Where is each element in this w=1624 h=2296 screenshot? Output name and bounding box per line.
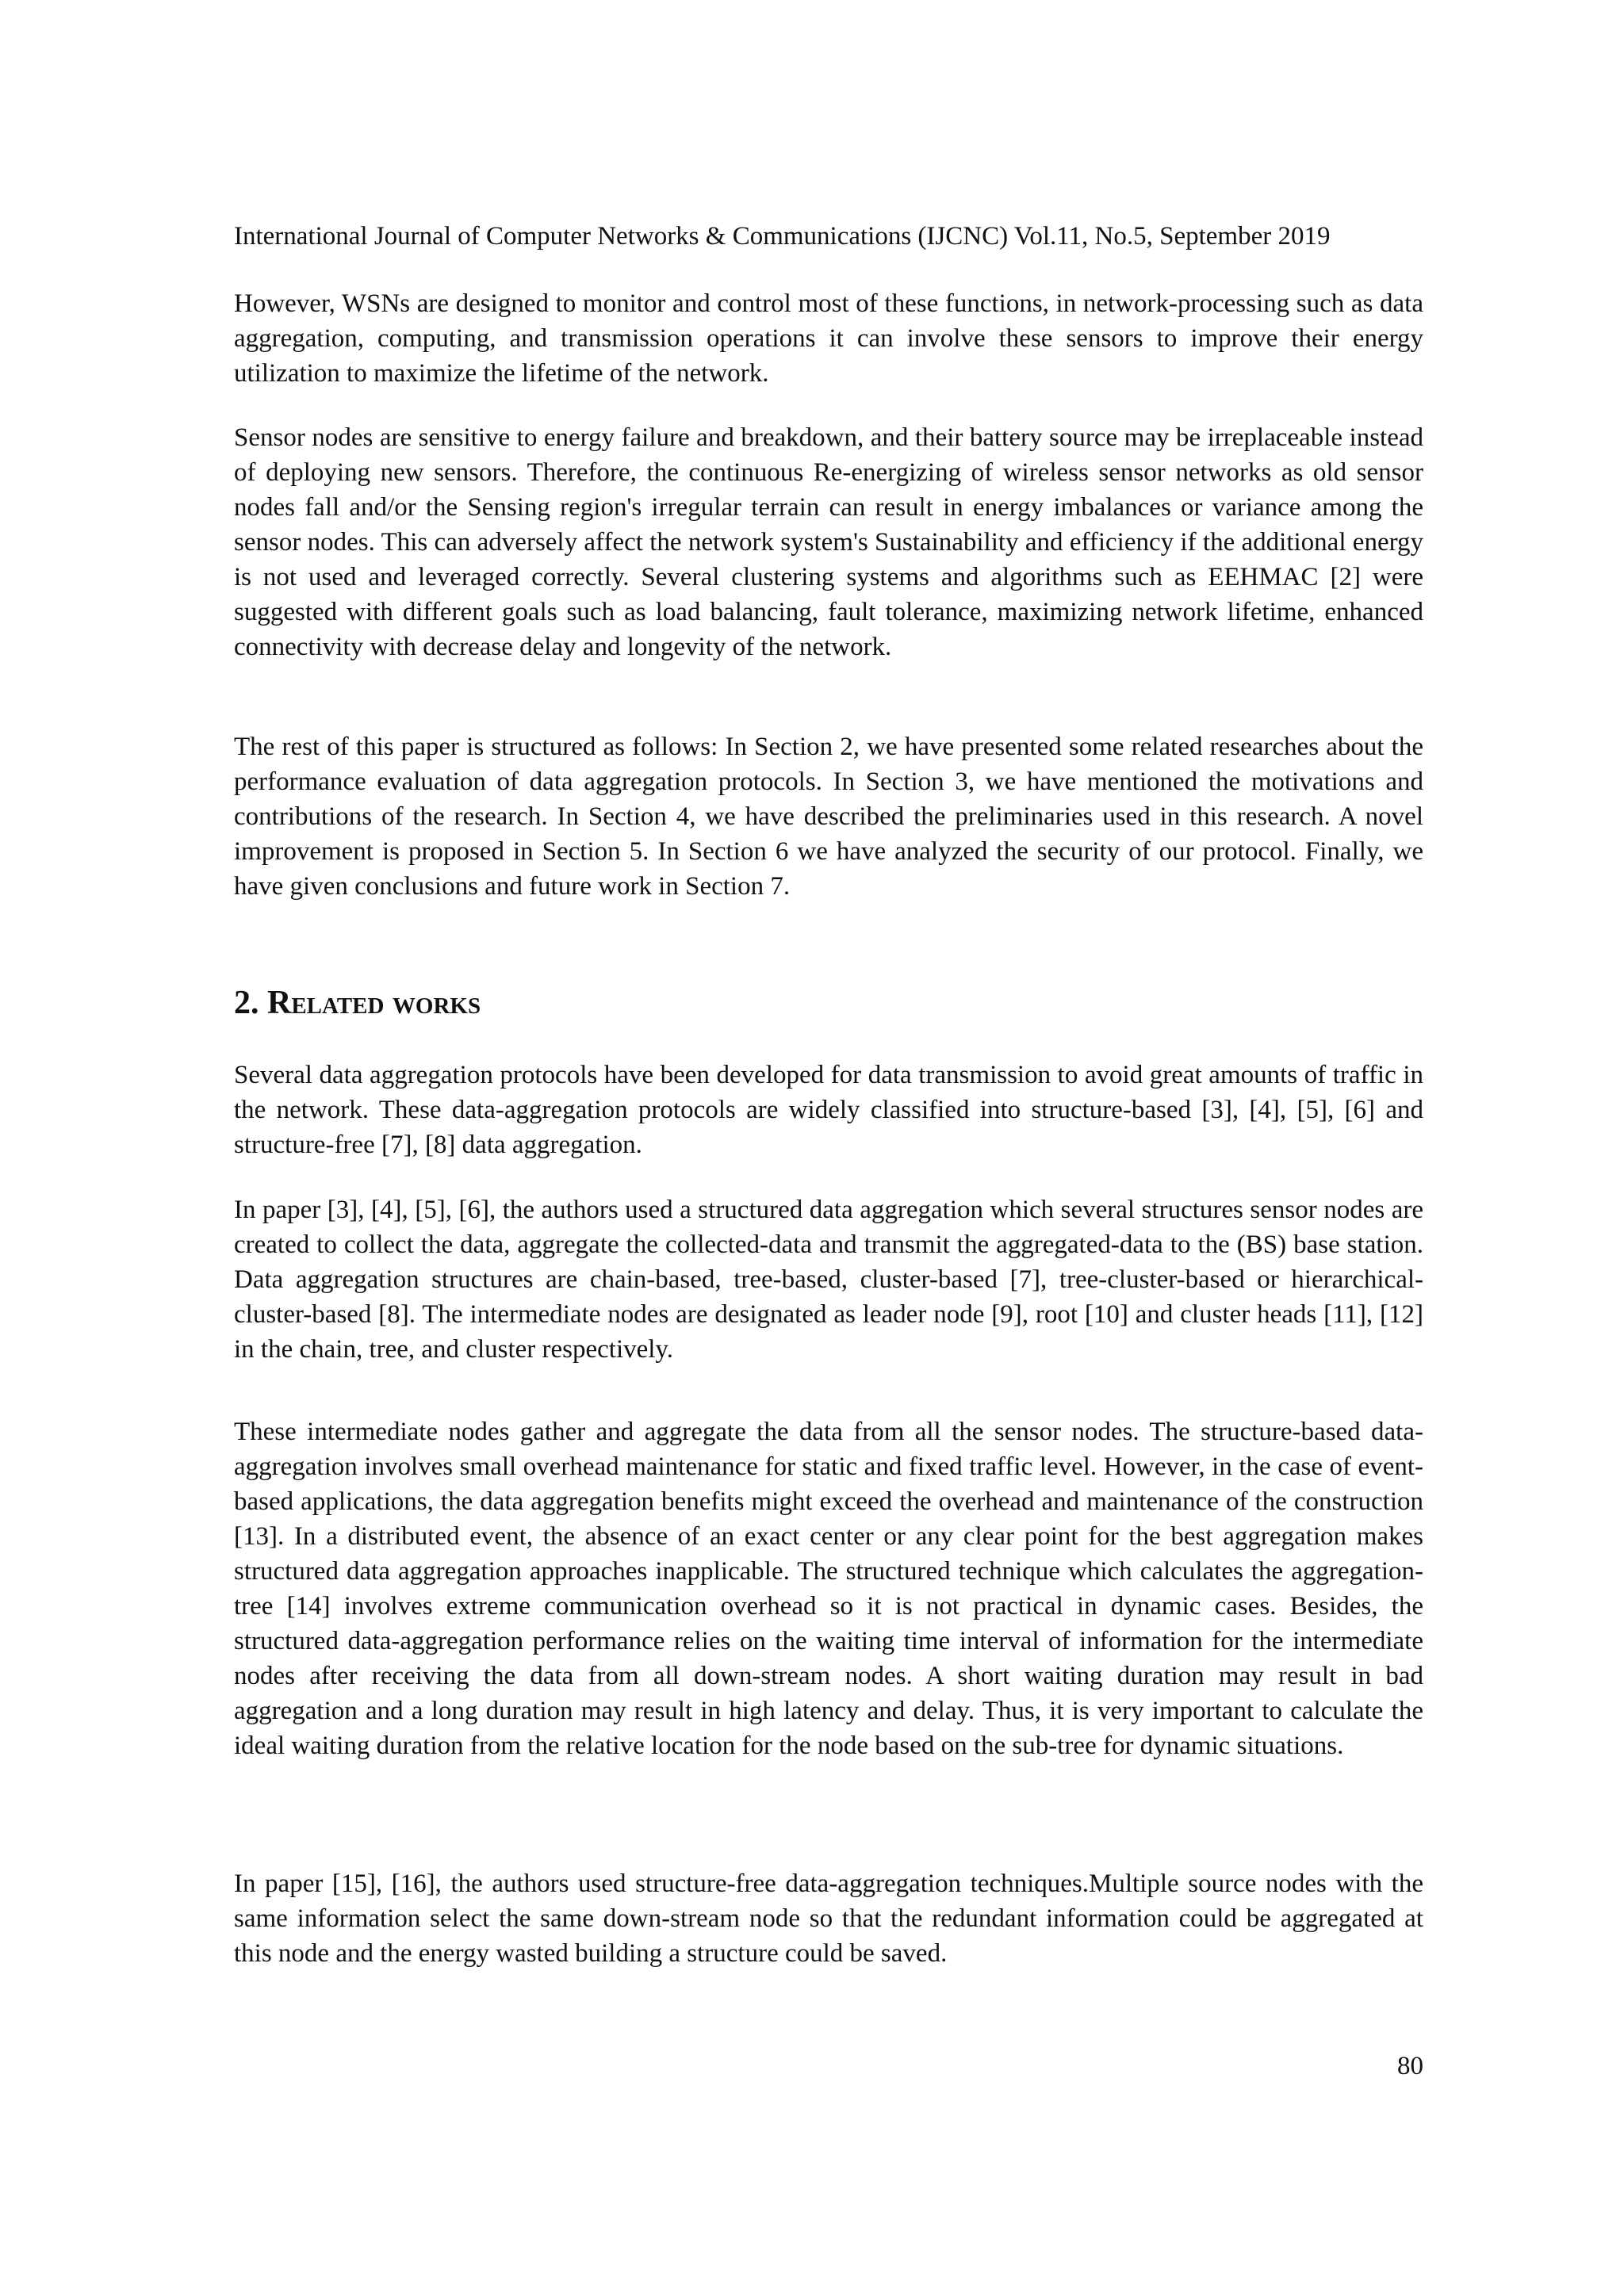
paragraph-wsn-functions: However, WSNs are designed to monitor and control most of these functions, in network-processing such as data aggregation, computing, and transmission operations it can involve these sensors to improve their energy utilization to maximize the lifetime of the network. [234,289,1423,388]
section-title: Related works [267,985,481,1021]
page-number: 80 [1397,2052,1423,2080]
paragraph-intermediate-nodes: These intermediate nodes gather and aggregate the data from all the sensor nodes. The structure-based data-aggregation involves small overhead maintenance for static and fixed traffic level. However, in the case of event-based applications, the data aggregation benefits might exceed the overhead and maintenance of the construction [13]. In a distributed event, the absence of an exact center or any clear point for the best aggregation makes structured data aggregation approaches inapplicable. The structured technique which calculates the aggregation-tree [14] involves extreme communication overhead so it is not practical in dynamic cases. Besides, the structured data-aggregation performance relies on the waiting time interval of information for the intermediate nodes after receiving the data from all down-stream nodes. A short waiting duration may result in bad aggregation and a long duration may result in high latency and delay. Thus, it is very important to calculate the ideal waiting duration from the relative location for the node based on the sub-tree for dynamic situations. [234,1418,1423,1760]
paragraph-paper-structure: The rest of this paper is structured as follows: In Section 2, we have presented some related researches about the performance evaluation of data aggregation protocols. In Section 3, we have mentioned the motivations and contributions of the research. In Section 4, we have described the preliminaries used in this research. A novel improvement is proposed in Section 5. In Section 6 we have analyzed the security of our protocol. Finally, we have given conclusions and future work in Section 7. [234,733,1423,901]
section-heading-related-works [234,983,481,1023]
section-number: 2. [234,985,259,1021]
paragraph-structure-free: In paper [15], [16], the authors used structure-free data-aggregation techniques.Multiple source nodes with the same information select the same down-stream node so that the redundant information could be aggregated at this node and the energy wasted building a structure could be saved. [234,1869,1423,1968]
paragraph-aggregation-classification: Several data aggregation protocols have been developed for data transmission to avoid great amounts of traffic in the network. These data-aggregation protocols are widely classified into structure-based [3], [4], [5], [6] and structure-free [7], [8] data aggregation. [234,1061,1423,1159]
running-header: International Journal of Computer Networks & Communications (IJCNC) Vol.11, No.5, September 2019 [234,222,1331,251]
paragraph-sensor-energy: Sensor nodes are sensitive to energy failure and breakdown, and their battery source may be irreplaceable instead of deploying new sensors. Therefore, the continuous Re-energizing of wireless sensor networks as old sensor nodes fall and/or the Sensing region's irregular terrain can result in energy imbalances or variance among the sensor nodes. This can adversely affect the network system's Sustainability and efficiency if the additional energy is not used and leveraged correctly. Several clustering systems and algorithms such as EEHMAC [2] were suggested with different goals such as load balancing, fault tolerance, maximizing network lifetime, enhanced connectivity with decrease delay and longevity of the network. [234,423,1423,661]
paragraph-structured-aggregation: In paper [3], [4], [5], [6], the authors used a structured data aggregation which several structures sensor nodes are created to collect the data, aggregate the collected-data and transmit the aggregated-data to the (BS) base station. Data aggregation structures are chain-based, tree-based, cluster-based [7], tree-cluster-based or hierarchical-cluster-based [8]. The intermediate nodes are designated as leader node [9], root [10] and cluster heads [11], [12] in the chain, tree, and cluster respectively. [234,1196,1423,1364]
